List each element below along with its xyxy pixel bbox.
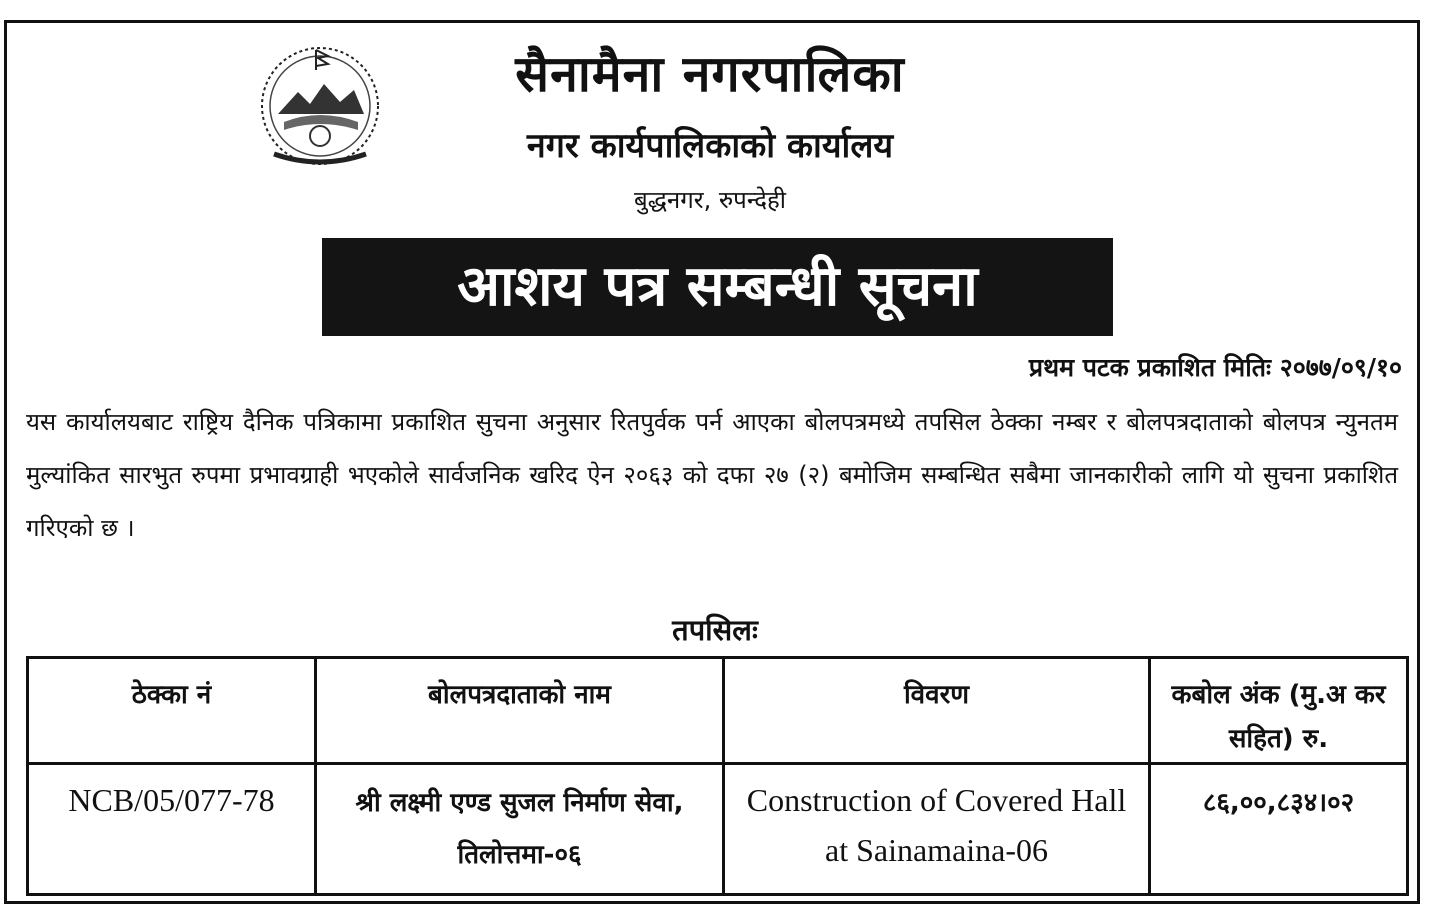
office-name: नगर कार्यपालिकाको कार्यालय xyxy=(526,126,894,166)
office-address: बुद्धनगर, रुपन्देही xyxy=(634,186,786,214)
header-contract-no: ठेक्का नं xyxy=(28,658,316,764)
publish-date-value: २०७७/०९/१० xyxy=(1279,353,1402,382)
notice-title: आशय पत्र सम्बन्धी सूचना xyxy=(322,238,1113,336)
publish-date-line xyxy=(1029,350,1402,386)
header-description: विवरण xyxy=(724,658,1150,764)
table-row xyxy=(28,764,1408,895)
publish-date-label: प्रथम पटक प्रकाशित मितिः xyxy=(1028,353,1272,382)
cell-bid-amount: ८६,००,८३४।०२ xyxy=(1150,764,1408,895)
municipality-name: सैनामैना नगरपालिका xyxy=(515,45,905,103)
header-bid-amount: कबोल अंक (मु.अ कर सहित) रु. xyxy=(1150,658,1408,764)
table-header-row xyxy=(28,658,1408,764)
cell-contract-no: NCB/05/077-78 xyxy=(28,764,316,895)
contract-table xyxy=(26,656,1409,896)
cell-description: Construction of Covered Hall at Sainamaina-06 xyxy=(724,764,1150,895)
cell-bidder-name: श्री लक्ष्मी एण्ड सुजल निर्माण सेवा, तिलोत्तमा-०६ xyxy=(316,764,724,895)
annex-heading: तपसिलः xyxy=(672,613,758,647)
notice-body: यस कार्यालयबाट राष्ट्रिय दैनिक पत्रिकामा प्रकाशित सुचना अनुसार रितपुर्वक पर्न आएका बोलपत्रमध्ये तपसिल ठेक्का नम्बर र बोलपत्रदाताको बोलपत्र न्युनतम मुल्यांकित सारभुत रुपमा प्रभावग्राही भएकोले सार्वजनिक खरिद ऐन २०६३ को दफा २७ (२) बमोजिम सम्बन्धित सबैमा जानकारीको लागि यो सुचना प्रकाशित गरिएको छ । xyxy=(26,408,1398,542)
header-bidder-name: बोलपत्रदाताको नाम xyxy=(316,658,724,764)
government-emblem-icon xyxy=(258,44,382,168)
